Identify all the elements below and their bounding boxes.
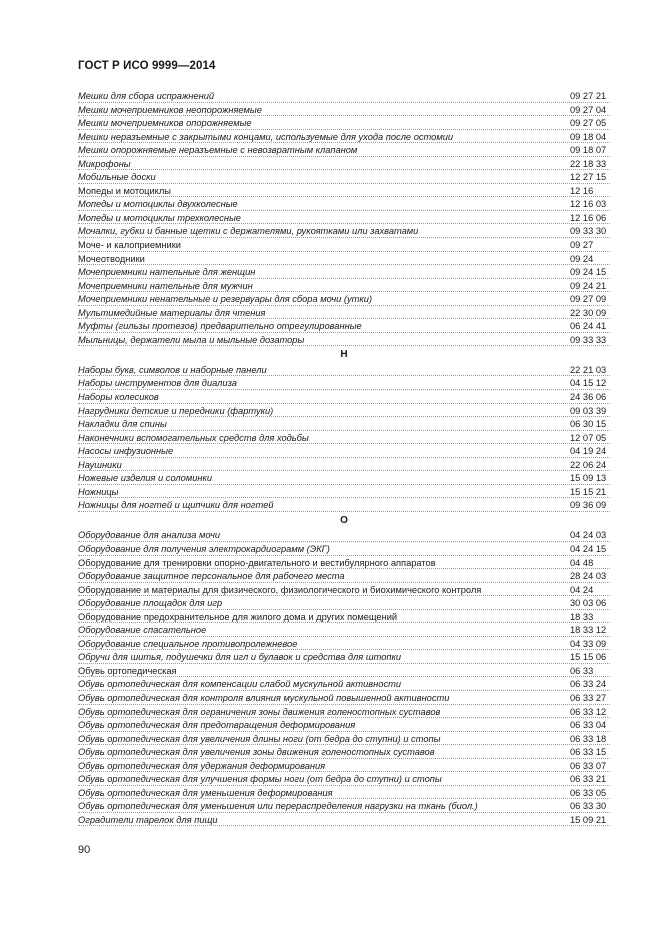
index-entry <box>78 212 610 226</box>
entry-term: Наконечники вспомогательных средств для ходьбы <box>78 432 309 443</box>
entry-leader-line <box>78 264 610 265</box>
entry-code: 06 33 <box>570 665 594 676</box>
index-entry <box>78 391 610 405</box>
entry-code: 18 33 <box>570 611 594 622</box>
entry-term: Мешки мочеприемников неопорожняемые <box>78 104 262 115</box>
entry-code: 04 24 15 <box>570 543 607 554</box>
entry-code: 09 27 09 <box>570 294 607 305</box>
index-entry <box>78 418 610 432</box>
entry-term: Мопеды и мотоциклы <box>78 185 171 196</box>
index-entry <box>78 432 610 446</box>
entry-code: 04 19 24 <box>570 446 607 457</box>
index-entry <box>78 787 610 801</box>
entry-code: 09 33 30 <box>570 226 607 237</box>
entry-code: 22 18 33 <box>570 158 607 169</box>
entry-code: 15 15 06 <box>570 652 607 663</box>
entry-term: Микрофоны <box>78 158 131 169</box>
index-entry <box>78 377 610 391</box>
section-letter: О <box>340 514 348 526</box>
index-entry <box>78 171 610 185</box>
index-entry <box>78 90 610 104</box>
entry-term: Обувь ортопедическая для компенсации слабой мускульной активности <box>78 679 402 690</box>
entry-code: 09 03 39 <box>570 405 607 416</box>
index-entry <box>78 760 610 774</box>
entry-term: Наборы инструментов для диализа <box>78 378 237 389</box>
entry-term: Оградители тарелок для пищи <box>78 814 218 825</box>
entry-code: 04 24 03 <box>570 530 607 541</box>
index-entry <box>78 158 610 172</box>
entry-term: Мочеприемники нательные для мужчин <box>78 280 253 291</box>
index-entry <box>78 597 610 611</box>
entry-code: 06 33 24 <box>570 679 607 690</box>
entry-code: 09 36 09 <box>570 500 607 511</box>
entry-term: Оборудование для тренировки опорно-двигательного и вестибулярного аппаратов <box>78 557 436 568</box>
entry-term: Наборы букв, символов и наборные панели <box>78 364 267 375</box>
entry-code: 24 36 06 <box>570 391 607 402</box>
index-entry <box>78 733 610 747</box>
index-entry <box>78 459 610 473</box>
entry-code: 06 33 12 <box>570 706 607 717</box>
index-entry <box>78 253 610 267</box>
index-entry <box>78 266 610 280</box>
index-entry <box>78 185 610 199</box>
entry-term: Ножницы для ногтей и щипчики для ногтей <box>78 500 274 511</box>
entry-code: 06 33 07 <box>570 760 607 771</box>
index-entry <box>78 611 610 625</box>
entry-term: Мопеды и мотоциклы трехколесные <box>78 212 241 223</box>
entry-term: Мочеприемники ненательные и резервуары для сбора мочи (утки) <box>78 294 373 305</box>
index-entry <box>78 472 610 486</box>
entry-code: 12 16 03 <box>570 199 607 210</box>
index-entry <box>78 198 610 212</box>
index-entry <box>78 131 610 145</box>
entry-term: Мешки неразъемные с закрытыми концами, используемые для ухода после остомии <box>78 131 454 142</box>
index-entry <box>78 364 610 378</box>
entry-term: Оборудование для анализа мочи <box>78 530 221 541</box>
index-entry <box>78 678 610 692</box>
entry-term: Мочеприемники нательные для женщин <box>78 267 256 278</box>
entry-code: 09 24 15 <box>570 267 607 278</box>
entry-code: 22 21 03 <box>570 364 607 375</box>
entry-code: 06 33 27 <box>570 692 607 703</box>
entry-term: Оборудование площадок для игр <box>78 598 223 609</box>
entry-code: 30 03 06 <box>570 598 607 609</box>
entry-code: 06 33 05 <box>570 787 607 798</box>
entry-code: 06 33 30 <box>570 801 607 812</box>
entry-code: 04 33 09 <box>570 638 607 649</box>
entry-term: Ножницы <box>78 486 119 497</box>
index-entry <box>78 719 610 733</box>
entry-code: 22 06 24 <box>570 459 607 470</box>
entry-term: Оборудование предохранительное для жилого дома и других помещений <box>78 611 398 622</box>
entry-code: 22 30 09 <box>570 307 607 318</box>
entry-leader-line <box>78 497 610 498</box>
entry-code: 09 27 04 <box>570 104 607 115</box>
entry-term: Мешки мочеприемников опорожняемые <box>78 118 252 129</box>
entry-code: 12 07 05 <box>570 432 607 443</box>
index-entry <box>78 624 610 638</box>
entry-term: Мопеды и мотоциклы двухколесные <box>78 199 238 210</box>
index-entry <box>78 334 610 348</box>
entry-leader-line <box>78 470 610 471</box>
entry-term: Накладки для спины <box>78 419 167 430</box>
entry-term: Оборудование и материалы для физического, физиологического и биохимического контроля <box>78 584 482 595</box>
page-number: 90 <box>78 844 91 856</box>
entry-code: 04 48 <box>570 557 594 568</box>
index-entry <box>78 104 610 118</box>
entry-code: 15 09 21 <box>570 814 607 825</box>
entry-code: 04 24 <box>570 584 594 595</box>
entry-code: 06 30 15 <box>570 419 607 430</box>
index-entry <box>78 405 610 419</box>
entry-code: 09 24 <box>570 253 594 264</box>
entry-term: Мочеотводники <box>78 253 145 264</box>
entry-term: Обувь ортопедическая для увеличения длины ноги (от бедра до ступни) и стопы <box>78 733 441 744</box>
index-entry <box>78 692 610 706</box>
entry-term: Моче- и калоприемники <box>78 240 181 251</box>
entry-term: Обувь ортопедическая для уменьшения или перераспределения нагрузки на ткань (биол.) <box>78 801 478 812</box>
entry-code: 06 24 41 <box>570 321 607 332</box>
entry-code: 06 33 15 <box>570 747 607 758</box>
section-letter: Н <box>340 349 348 361</box>
index-entry <box>78 570 610 584</box>
entry-term: Оборудование для получения электрокардиограмм (ЭКГ) <box>78 543 330 554</box>
entry-code: 06 33 18 <box>570 733 607 744</box>
index-entry <box>78 445 610 459</box>
entry-term: Мобильные доски <box>78 172 156 183</box>
entry-term: Мешки опорожняемые неразъемные с невозвратным клапаном <box>78 145 358 156</box>
entry-term: Мыльницы, держатели мыла и мыльные дозаторы <box>78 334 305 345</box>
entry-term: Нагрудники детские и передники (фартуки) <box>78 405 274 416</box>
entry-term: Оборудование специальное противопролежневое <box>78 638 298 649</box>
entry-code: 18 33 12 <box>570 625 607 636</box>
entry-term: Насосы инфузионные <box>78 446 174 457</box>
entry-code: 09 27 <box>570 240 594 251</box>
index-entry <box>78 280 610 294</box>
entry-code: 09 33 33 <box>570 334 607 345</box>
entry-term: Обувь ортопедическая для уменьшения деформирования <box>78 787 333 798</box>
entry-leader-line <box>78 169 610 170</box>
index-entry <box>78 665 610 679</box>
entry-code: 06 33 04 <box>570 720 607 731</box>
index-entry <box>78 529 610 543</box>
entry-code: 15 15 21 <box>570 486 607 497</box>
index-entry <box>78 584 610 598</box>
entry-term: Обувь ортопедическая для удержания деформирования <box>78 760 326 771</box>
entry-leader-line <box>78 183 610 184</box>
index-entry <box>78 225 610 239</box>
entry-term: Оборудование защитное персональное для рабочего места <box>78 571 345 582</box>
entry-term: Обувь ортопедическая для контроля влияния мускульной повышенной активности <box>78 692 450 703</box>
index-entry <box>78 117 610 131</box>
entry-term: Мешки для сбора испражнений <box>78 91 215 101</box>
index-entry <box>78 486 610 500</box>
index-entry <box>78 638 610 652</box>
entry-code: 09 18 07 <box>570 145 607 156</box>
entry-term: Обувь ортопедическая для ограничения зоны движения голеностопных суставов <box>78 706 441 717</box>
entry-term: Наборы колесиков <box>78 391 159 402</box>
entry-code: 09 18 04 <box>570 131 607 142</box>
entry-term: Ножевые изделия и соломинки <box>78 473 213 484</box>
index-entry <box>78 746 610 760</box>
index-entry <box>78 543 610 557</box>
index-entry <box>78 499 610 513</box>
index-entry <box>78 651 610 665</box>
index-entry <box>78 814 610 828</box>
index-entry <box>78 307 610 321</box>
index-entry <box>78 293 610 307</box>
entry-term: Мультимедийные материалы для чтения <box>78 307 266 318</box>
entry-code: 15 09 13 <box>570 473 607 484</box>
entry-term: Муфты (гильзы протезов) предварительно отрегулированные <box>78 321 362 332</box>
entry-code: 06 33 21 <box>570 774 607 785</box>
entry-code: 12 16 <box>570 185 594 196</box>
entry-term: Обувь ортопедическая для предотвращения деформирования <box>78 720 356 731</box>
index-entry <box>78 557 610 571</box>
index-entry <box>78 239 610 253</box>
entry-term: Обувь ортопедическая <box>78 665 177 676</box>
entry-term: Мочалки, губки и банные щетки с держателями, рукоятками или захватами <box>78 226 419 237</box>
entry-term: Оборудование спасательное <box>78 625 207 636</box>
entry-term: Обувь ортопедическая для улучшения формы ноги (от бедра до ступни) и стопы <box>78 774 442 785</box>
entry-code: 12 27 15 <box>570 172 607 183</box>
entry-code: 28 24 03 <box>570 571 607 582</box>
document-header: ГОСТ Р ИСО 9999—2014 <box>78 60 216 72</box>
entry-code: 04 15 12 <box>570 378 607 389</box>
index-entry <box>78 144 610 158</box>
entry-code: 09 27 21 <box>570 91 607 101</box>
index-list <box>78 90 610 827</box>
index-entry <box>78 800 610 814</box>
entry-term: Наушники <box>78 459 122 470</box>
entry-term: Обувь ортопедическая для увеличения зоны движения голеностопных суставов <box>78 747 435 758</box>
index-entry <box>78 773 610 787</box>
entry-term: Обручи для шитья, подушечки для игл и булавок и средства для штопки <box>78 652 402 663</box>
index-entry <box>78 320 610 334</box>
index-entry <box>78 706 610 720</box>
entry-code: 09 27 05 <box>570 118 607 129</box>
entry-code: 12 16 06 <box>570 212 607 223</box>
entry-code: 09 24 21 <box>570 280 607 291</box>
